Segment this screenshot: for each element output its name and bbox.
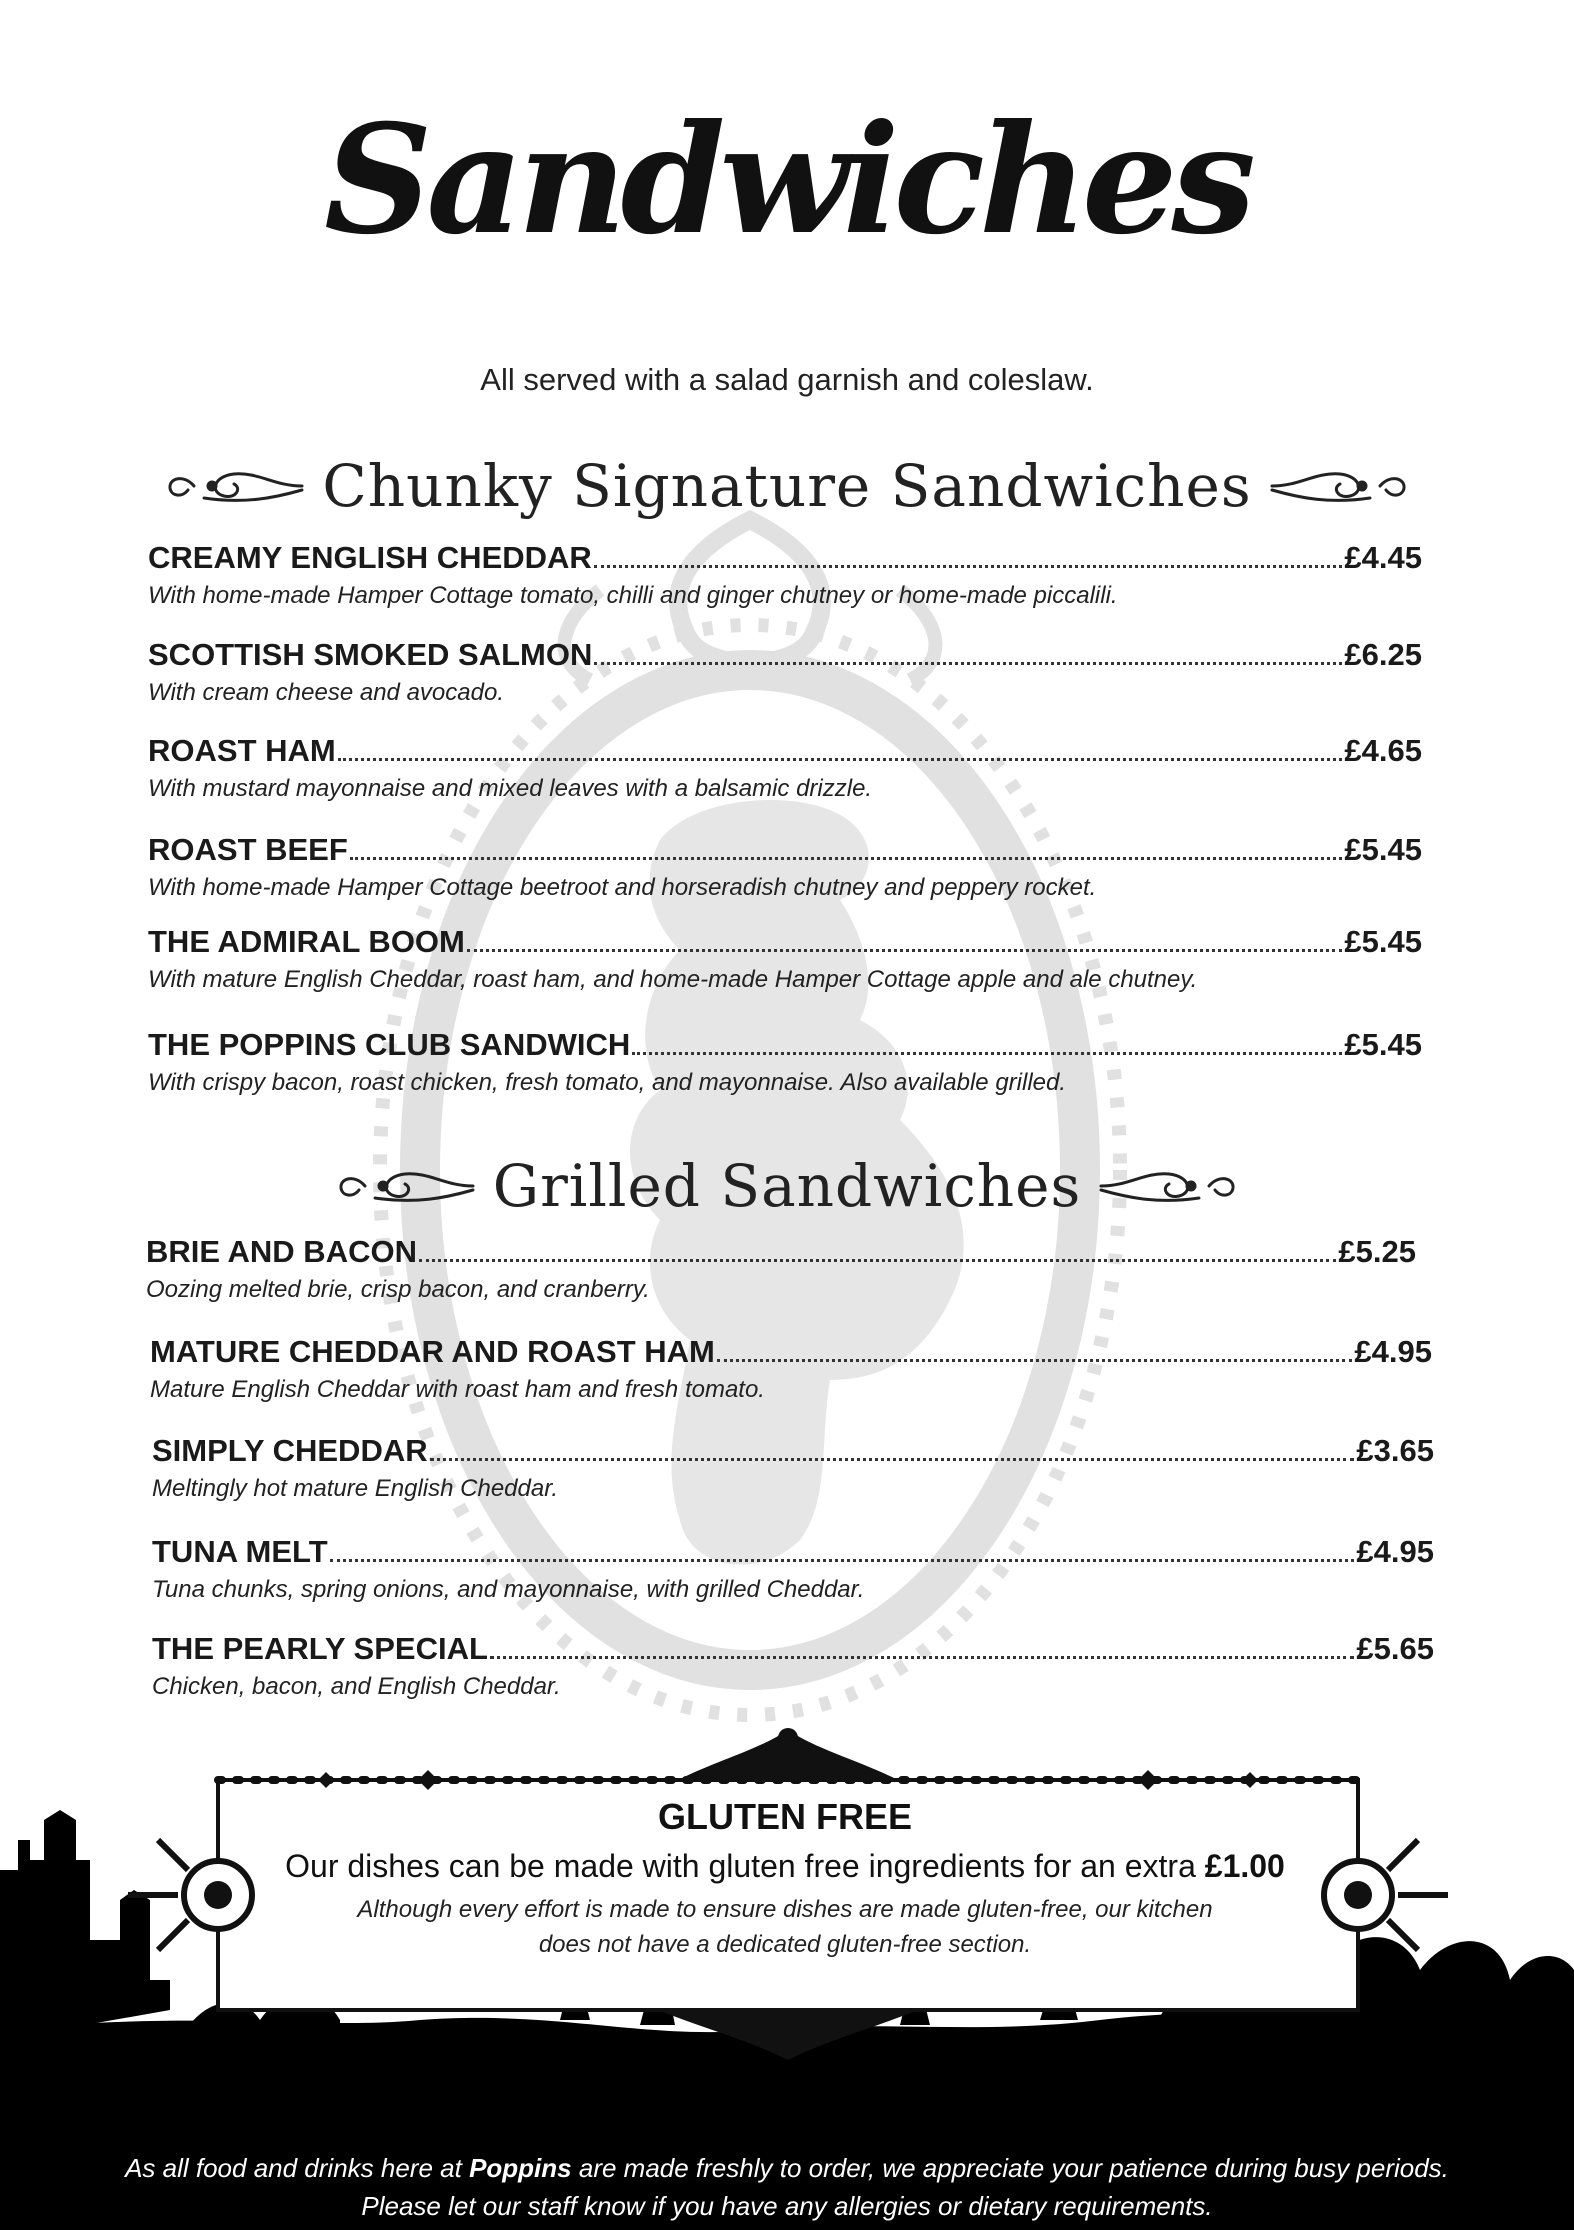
flourish-right-icon xyxy=(1270,464,1410,508)
item-name: THE POPPINS CLUB SANDWICH xyxy=(148,1027,631,1062)
item-name: MATURE CHEDDAR AND ROAST HAM xyxy=(150,1334,715,1369)
page-subtitle: All served with a salad garnish and coleslaw. xyxy=(480,362,1094,397)
item-name: THE PEARLY SPECIAL xyxy=(152,1631,488,1666)
leader-dots xyxy=(430,1457,1355,1461)
section-title: Grilled Sandwiches xyxy=(492,1152,1082,1220)
gluten-free-title: GLUTEN FREE xyxy=(657,1796,912,1837)
page-title: Sandwiches xyxy=(324,92,1250,268)
footer-line1 xyxy=(0,2150,1574,2188)
item-price: £4.45 xyxy=(1344,540,1422,575)
item-name: SIMPLY CHEDDAR xyxy=(152,1433,428,1468)
gluten-free-note xyxy=(210,1893,1360,1963)
menu-item xyxy=(148,637,1422,707)
gluten-free-box xyxy=(210,1796,1360,1963)
item-price: £5.25 xyxy=(1338,1234,1416,1269)
item-description: With home-made Hamper Cottage beetroot and horseradish chutney and peppery rocket. xyxy=(148,874,1097,901)
item-description: With home-made Hamper Cottage tomato, chilli and ginger chutney or home-made piccalili. xyxy=(148,582,1118,609)
item-price: £5.45 xyxy=(1344,832,1422,867)
gluten-free-note-line2: does not have a dedicated gluten-free section. xyxy=(538,1930,1032,1958)
item-name: SCOTTISH SMOKED SALMON xyxy=(148,637,593,672)
footer-line1-after: are made freshly to order, we appreciate your patience during busy periods. xyxy=(578,2153,1449,2183)
item-description: Tuna chunks, spring onions, and mayonnaise, with grilled Cheddar. xyxy=(152,1576,865,1603)
item-price: £5.45 xyxy=(1344,924,1422,959)
flourish-right-icon xyxy=(1099,1164,1239,1208)
leader-dots xyxy=(330,1558,1355,1562)
flourish-left-icon xyxy=(164,464,304,508)
item-price: £3.65 xyxy=(1356,1433,1434,1468)
menu-item xyxy=(150,1334,1432,1404)
section-heading-grilled xyxy=(0,1152,1574,1220)
item-name: ROAST HAM xyxy=(148,733,336,768)
menu-item xyxy=(146,1234,1416,1304)
menu-item xyxy=(152,1534,1434,1604)
leader-dots xyxy=(419,1258,1336,1262)
section-heading-chunky xyxy=(0,452,1574,520)
item-description: With mature English Cheddar, roast ham, and home-made Hamper Cottage apple and ale chutney. xyxy=(148,966,1198,993)
flourish-left-icon xyxy=(335,1164,475,1208)
footer-line1-before: As all food and drinks here at xyxy=(125,2153,462,2183)
item-description: With mustard mayonnaise and mixed leaves with a balsamic drizzle. xyxy=(148,775,873,802)
menu-item xyxy=(148,1027,1422,1097)
item-price: £4.65 xyxy=(1344,733,1422,768)
leader-dots xyxy=(490,1655,1355,1659)
gluten-free-main xyxy=(210,1848,1360,1885)
footer-brand: Poppins xyxy=(469,2153,572,2183)
item-price: £6.25 xyxy=(1344,637,1422,672)
gluten-free-extra-price: £1.00 xyxy=(1204,1848,1285,1884)
item-price: £4.95 xyxy=(1356,1534,1434,1569)
menu-item xyxy=(148,832,1422,902)
leader-dots xyxy=(632,1051,1342,1055)
item-price: £5.65 xyxy=(1356,1631,1434,1666)
item-name: TUNA MELT xyxy=(152,1534,328,1569)
section-title: Chunky Signature Sandwiches xyxy=(322,452,1252,520)
item-description: With crispy bacon, roast chicken, fresh tomato, and mayonnaise. Also available grilled. xyxy=(148,1069,1067,1096)
item-description: With cream cheese and avocado. xyxy=(148,679,504,706)
item-name: THE ADMIRAL BOOM xyxy=(148,924,465,959)
item-description: Meltingly hot mature English Cheddar. xyxy=(152,1475,558,1502)
leader-dots xyxy=(594,661,1342,665)
menu-item xyxy=(152,1433,1434,1503)
item-name: CREAMY ENGLISH CHEDDAR xyxy=(148,540,592,575)
leader-dots xyxy=(338,757,1343,761)
item-name: BRIE AND BACON xyxy=(146,1234,417,1269)
item-price: £4.95 xyxy=(1354,1334,1432,1369)
menu-item xyxy=(148,733,1422,803)
item-name: ROAST BEEF xyxy=(148,832,348,867)
footer-line2: Please let our staff know if you have any allergies or dietary requirements. xyxy=(361,2190,1213,2221)
menu-item xyxy=(152,1631,1434,1701)
footer-notice xyxy=(0,2150,1574,2225)
menu-item xyxy=(148,924,1422,994)
gluten-free-note-line1: Although every effort is made to ensure dishes are made gluten-free, our kitchen xyxy=(357,1896,1213,1923)
item-description: Mature English Cheddar with roast ham and fresh tomato. xyxy=(150,1376,765,1403)
leader-dots xyxy=(350,856,1343,860)
item-description: Oozing melted brie, crisp bacon, and cranberry. xyxy=(146,1276,650,1303)
leader-dots xyxy=(594,564,1343,568)
item-description: Chicken, bacon, and English Cheddar. xyxy=(152,1673,561,1700)
item-price: £5.45 xyxy=(1344,1027,1422,1062)
menu-item xyxy=(148,540,1422,610)
leader-dots xyxy=(717,1358,1353,1362)
leader-dots xyxy=(467,948,1343,952)
gluten-free-main-text: Our dishes can be made with gluten free ingredients for an extra xyxy=(285,1848,1196,1884)
